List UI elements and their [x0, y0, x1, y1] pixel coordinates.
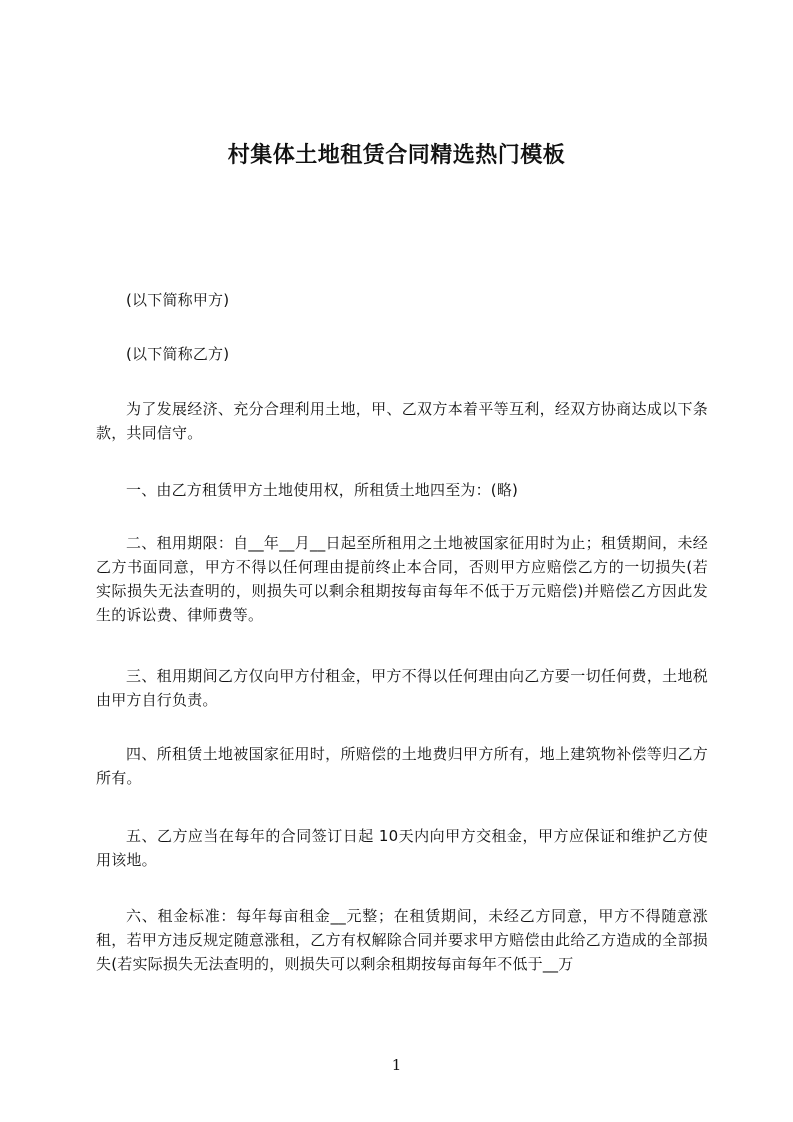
page-number: 1: [391, 1056, 402, 1074]
party-b-line: (以下简称乙方): [126, 345, 230, 363]
clause-2-paragraph: 二、租用期限：自__年__月__日起至所租用之土地被国家征用时为止；租赁期间，未经乙方书面同意，甲方不得以任何理由提前终止本合同，否则甲方应赔偿乙方的一切损失(若实际损失无法查明的，则损失可以剩余租期按每亩每年不低于万元赔偿)并赔偿乙方因此发生的诉讼费、律师费等。: [96, 534, 708, 624]
clause-1-paragraph: 一、由乙方租赁甲方土地使用权，所租赁土地四至为：(略): [126, 481, 519, 499]
clause-3-paragraph: 三、租用期间乙方仅向甲方付租金，甲方不得以任何理由向乙方要一切任何费，土地税由甲方自行负责。: [96, 667, 708, 709]
clause-4-paragraph: 四、所租赁土地被国家征用时，所赔偿的土地费归甲方所有，地上建筑物补偿等归乙方所有。: [96, 745, 708, 787]
document-title: 村集体土地租赁合同精选热门模板: [227, 143, 566, 168]
preamble-paragraph: 为了发展经济、充分合理利用土地，甲、乙双方本着平等互利，经双方协商达成以下条款，共同信守。: [96, 400, 708, 442]
party-a-line: (以下简称甲方): [126, 291, 230, 309]
clause-6-paragraph: 六、租金标准：每年每亩租金__元整；在租赁期间，未经乙方同意，甲方不得随意涨租，若甲方违反规定随意涨租，乙方有权解除合同并要求甲方赔偿由此给乙方造成的全部损失(若实际损失无法查明的，则损失可以剩余租期按每亩每年不低于__万: [96, 907, 708, 973]
clause-5-paragraph: 五、乙方应当在每年的合同签订日起 10天内向甲方交租金，甲方应保证和维护乙方使用该地。: [96, 827, 708, 869]
